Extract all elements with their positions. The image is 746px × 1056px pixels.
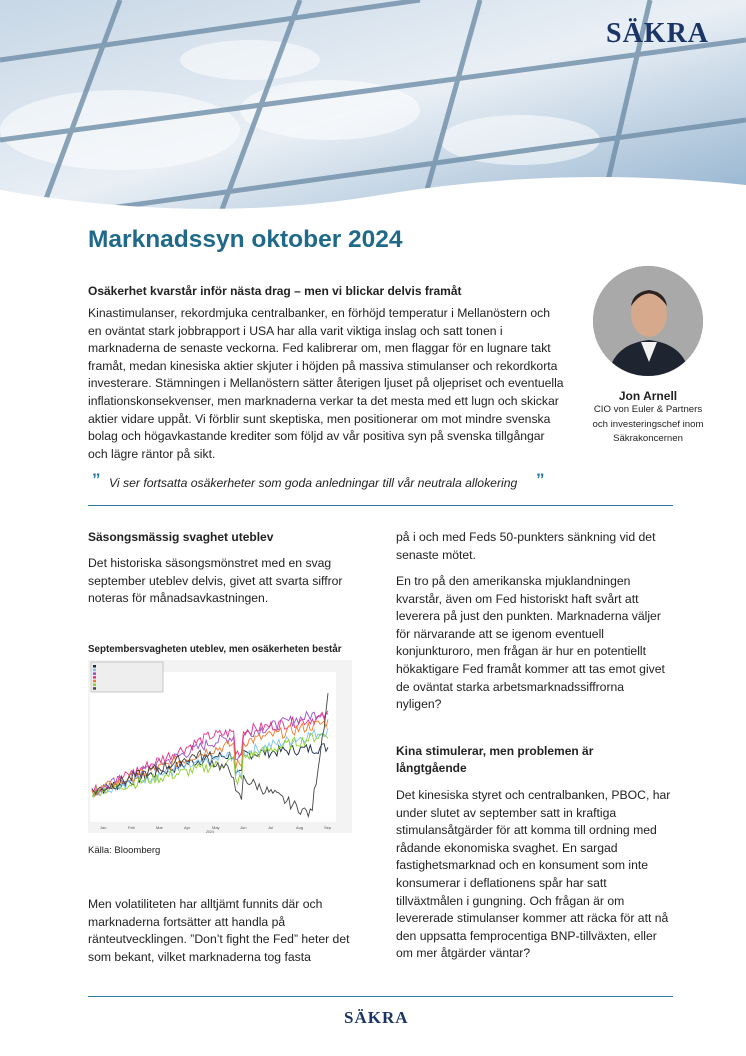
chart-legend (91, 662, 163, 692)
paragraph: på i och med Feds 50-punkters sänkning vid det senaste mötet. (396, 530, 656, 562)
x-tick-label: Feb (128, 825, 135, 830)
author-photo (593, 266, 703, 376)
paragraph: En tro på den amerikanska mjuklandningen kvarstår, även om Fed historiskt haft svårt att leverera på just den punkten. Marknaderna väljer för närvarande att se igenom eventuell konjunkturoro, men frågan är hur en potentiellt hökaktigare Fed framåt kommer att tas emot givet de oväntat starka arbetsmarknadssiffrorna nyligen? (396, 574, 665, 712)
pull-quote (88, 472, 558, 496)
legend-swatch (93, 672, 96, 675)
page-title: Marknadssyn oktober 2024 (88, 226, 403, 253)
role-line: Säkrakoncernen (613, 433, 683, 444)
x-tick-label: Jul (268, 825, 274, 830)
quote-close-icon: ” (536, 470, 545, 489)
section-heading: Säsongsmässig svaghet uteblev (88, 530, 274, 544)
chart-title: Septembersvagheten uteblev, men osäkerheten består (88, 644, 342, 655)
legend-swatch (93, 676, 96, 679)
author-role (573, 403, 723, 447)
plot-area (90, 672, 336, 822)
chart-source: Källa: Bloomberg (88, 845, 161, 856)
quote-open-icon: ” (92, 470, 101, 489)
role-line: CIO von Euler & Partners (593, 404, 703, 415)
x-tick-label: Jan (100, 825, 107, 830)
x-tick-label: May (212, 825, 220, 830)
footer-logo: SÄKRA (344, 1008, 409, 1027)
x-tick-label: Jun (240, 825, 247, 830)
footer-divider (88, 996, 673, 997)
legend-swatch (93, 669, 96, 672)
chart (88, 660, 352, 833)
paragraph: Men volatiliteten har alltjämt funnits där och marknaderna fortsätter att handla på ränteutvecklingen. ”Don’t fight the Fed” heter det som bekant, vilket marknaderna tog fasta (88, 897, 350, 964)
role-line: och investeringschef inom (592, 418, 704, 430)
divider (88, 505, 673, 506)
author-name: Jon Arnell (618, 389, 678, 403)
intro-heading: Osäkerhet kvarstår inför nästa drag – men vi blickar delvis framåt (88, 284, 462, 298)
x-tick-label: Apr (184, 825, 191, 830)
legend-swatch (93, 684, 96, 687)
legend-swatch (93, 687, 96, 690)
section-heading: Kina stimulerar, men problemen är långtgående (396, 744, 594, 775)
paragraph: Det historiska säsongsmönstret med en svag september uteblev delvis, givet att svarta siffror noteras för månadsavkastningen. (88, 556, 343, 606)
x-tick-label: Sep (324, 825, 332, 830)
x-tick-label: Aug (296, 825, 304, 830)
quote-text: Vi ser fortsatta osäkerheter som goda anledningar till vår neutrala allokering (109, 476, 518, 490)
legend-swatch (93, 680, 96, 683)
intro-body: Kinastimulanser, rekordmjuka centralbanker, en förhöjd temperatur i Mellanöstern och en oväntat stark jobbrapport i USA har alla varit viktiga inslag och satt tonen i marknaderna de senaste veckorna. Fed kalibrerar om, men flaggar för en lugnare takt framåt, medan kinesiska aktier skjuter i höjden på massiva stimulanser och rekordkorta investerare. Stämningen i Mellanöstern sätter återigen ljuset på oljepriset och eventuella inflationskonsekvenser, men marknaderna verkar ta det mesta med ett lugn och skickar aktier vidare uppåt. Vi förblir sunt skeptiska, men positionerar om mot mindre svenska bolag och högavkastande krediter som följd av vår positiva syn på svenska tillgångar och lägre räntor på sikt. (88, 306, 564, 461)
brand-logo: SÄKRA (606, 18, 710, 49)
legend-swatch (93, 665, 96, 668)
x-year-label: 2024 (206, 830, 214, 833)
x-tick-label: Mar (156, 825, 163, 830)
paragraph: Det kinesiska styret och centralbanken, PBOC, har under slutet av september satt in kraftiga stimulansåtgärder för att komma till ordning med rådande ekonomiska svaghet. En sargad fastighetsmarknad och en konsument som inte konsumerar i deflationens spår har satt tillväxtmålen i gungning. Och frågan är om levererade stimulanser kommer att räcka för att nå den uppsatta femprocentiga BNP-tillväxten, eller om mer åtgärder väntar? (396, 788, 671, 961)
